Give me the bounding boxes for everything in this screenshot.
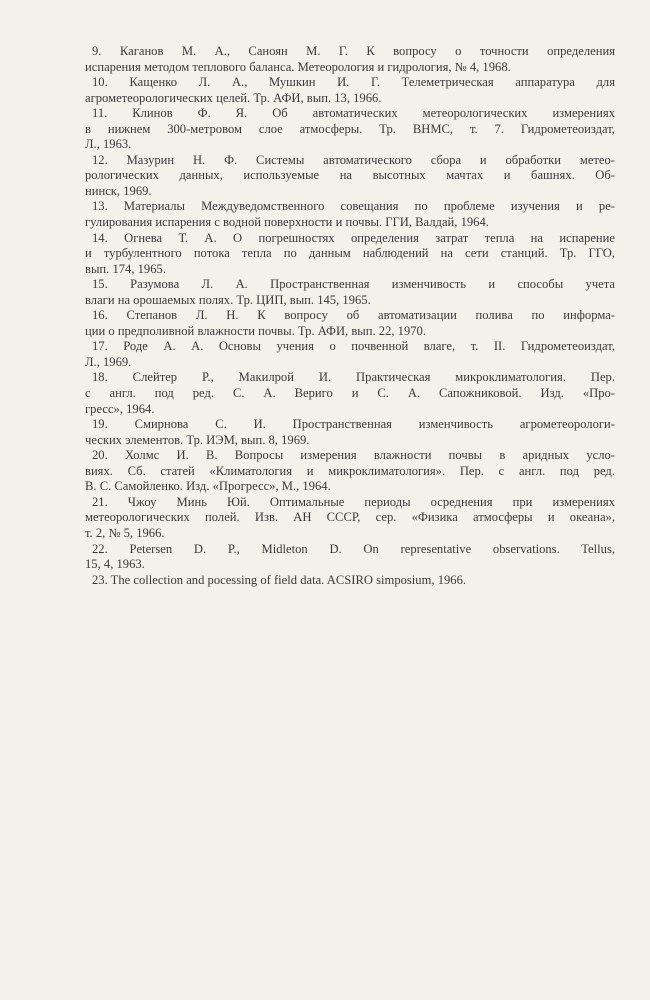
reference-line: 18. Слейтер Р., Макилрой И. Практическая микроклиматология. Пер. xyxy=(92,370,615,385)
reference-line: и турбулентного потока тепла по данным наблюдений на сети станций. Тр. ГГО, xyxy=(85,246,615,261)
reference-line: 14. Огнева Т. А. О погрешностях определения затрат тепла на испарение xyxy=(92,230,615,245)
reference-line: 9. Каганов М. А., Саноян М. Г. К вопросу о точности определения xyxy=(92,44,615,58)
reference-line: с англ. под ред. С. А. Вериго и С. А. Сапожниковой. Изд. «Про- xyxy=(85,386,615,401)
reference-line: ческих элементов. Тр. ИЭМ, вып. 8, 1969. xyxy=(85,432,310,447)
reference-line: 22. Petersen D. P., Midleton D. On representative observations. Tellus, xyxy=(92,541,615,556)
reference-line: метеорологических полей. Изв. АН СССР, сер. «Физика атмосферы и океана», xyxy=(85,510,615,525)
reference-entry xyxy=(85,573,615,589)
reference-line: 21. Чжоу Минь Юй. Оптимальные периоды осреднения при измерениях xyxy=(92,494,615,509)
reference-line: 10. Кащенко Л. А., Мушкин И. Г. Телеметрическая аппаратура для xyxy=(92,75,615,90)
reference-entry xyxy=(85,75,615,106)
reference-line: гулирования испарения с водной поверхности и почвы. ГГИ, Валдай, 1964. xyxy=(85,215,489,230)
reference-line: гресс», 1964. xyxy=(85,401,155,416)
reference-line: Л., 1969. xyxy=(85,354,132,369)
reference-entry xyxy=(85,417,615,448)
reference-line: агрометеорологических целей. Тр. АФИ, вып. 13, 1966. xyxy=(85,90,382,105)
reference-line: вып. 174, 1965. xyxy=(85,261,166,276)
reference-entry xyxy=(85,542,615,573)
reference-entry xyxy=(85,106,615,153)
reference-line: 13. Материалы Междуведомственного совещания по проблеме изучения и ре- xyxy=(92,199,615,214)
reference-line: В. С. Самойленко. Изд. «Прогресс», М., 1964. xyxy=(85,479,331,494)
reference-line: 19. Смирнова С. И. Пространственная изменчивость агрометеорологи- xyxy=(92,417,615,432)
reference-entry xyxy=(85,231,615,278)
reference-entry xyxy=(85,308,615,339)
reference-entry xyxy=(85,339,615,370)
reference-line: 20. Холмс И. В. Вопросы измерения влажности почвы в аридных усло- xyxy=(92,448,615,463)
reference-line: т. 2, № 5, 1966. xyxy=(85,525,165,540)
reference-entry xyxy=(85,370,615,417)
reference-entry xyxy=(85,495,615,542)
reference-line: 12. Мазурин Н. Ф. Системы автоматического сбора и обработки метео- xyxy=(92,152,615,167)
reference-line: в нижнем 300-метровом слое атмосферы. Тр. ВНМС, т. 7. Гидрометеоиздат, xyxy=(85,121,615,136)
reference-line: рологических данных, используемые на высотных мачтах и башнях. Об- xyxy=(85,168,615,183)
reference-line: испарения методом теплового баланса. Метеорология и гидрология, № 4, 1968. xyxy=(85,59,511,74)
reference-line: виях. Сб. статей «Климатология и микроклиматология». Пер. с англ. под ред. xyxy=(85,463,615,478)
reference-line: 15, 4, 1963. xyxy=(85,557,145,572)
reference-entry xyxy=(85,199,615,230)
reference-entry xyxy=(85,153,615,200)
reference-line: 15. Разумова Л. А. Пространственная изменчивость и способы учета xyxy=(92,277,615,292)
reference-line: 11. Клинов Ф. Я. Об автоматических метеорологических измерениях xyxy=(92,106,615,121)
reference-list xyxy=(85,44,615,588)
reference-line: 16. Степанов Л. Н. К вопросу об автоматизации полива по информа- xyxy=(92,308,615,323)
reference-line: Л., 1963. xyxy=(85,137,132,152)
reference-line: влаги на орошаемых полях. Тр. ЦИП, вып. 145, 1965. xyxy=(85,292,371,307)
reference-entry xyxy=(85,448,615,495)
reference-line: 23. The collection and pocessing of field data. ACSIRO simposium, 1966. xyxy=(92,572,467,587)
reference-entry xyxy=(85,44,615,75)
reference-line: ции о предполивной влажности почвы. Тр. АФИ, вып. 22, 1970. xyxy=(85,323,427,338)
reference-line: 17. Роде А. А. Основы учения о почвенной влаге, т. II. Гидрометеоиздат, xyxy=(92,339,615,354)
reference-line: нинск, 1969. xyxy=(85,183,152,198)
reference-entry xyxy=(85,277,615,308)
